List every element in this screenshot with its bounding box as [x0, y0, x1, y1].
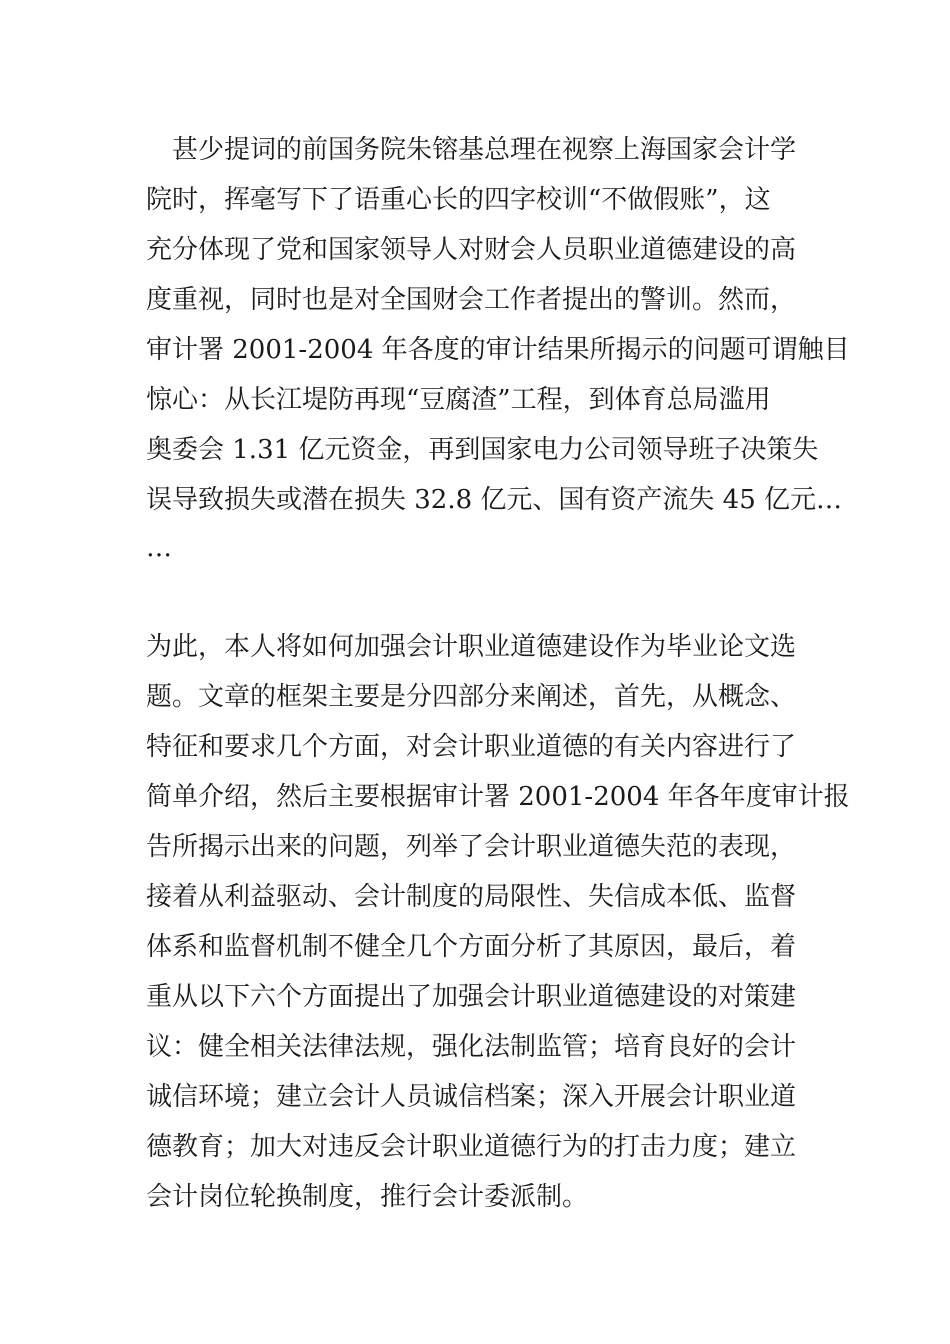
paragraph-line: 议：健全相关法律法规，强化法制监管；培育良好的会计 [146, 1032, 797, 1062]
paragraph-line: 院时，挥毫写下了语重心长的四字校训“不做假账”，这 [146, 185, 771, 215]
paragraph-line: 会计岗位轮换制度，推行会计委派制。 [146, 1182, 589, 1212]
paragraph-line: 告所揭示出来的问题，列举了会计职业道德失范的表现， [146, 832, 797, 862]
paragraph-line: 充分体现了党和国家领导人对财会人员职业道德建设的高 [146, 235, 797, 265]
paragraph-line: 诚信环境；建立会计人员诚信档案；深入开展会计职业道 [146, 1082, 797, 1112]
paragraph-line: 题。文章的框架主要是分四部分来阐述，首先，从概念、 [146, 682, 797, 712]
paragraph-line: 为此，本人将如何加强会计职业道德建设作为毕业论文选 [146, 632, 797, 662]
paragraph-line: 误导致损失或潜在损失 32.8 亿元、国有资产流失 45 亿元… [146, 485, 843, 515]
paragraph-line: 审计署 2001-2004 年各度的审计结果所揭示的问题可谓触目 [146, 335, 850, 365]
paragraph-line: 重从以下六个方面提出了加强会计职业道德建设的对策建 [146, 982, 797, 1012]
paragraph-line: 甚少提词的前国务院朱镕基总理在视察上海国家会计学 [172, 135, 797, 165]
paragraph-line: 度重视，同时也是对全国财会工作者提出的警训。然而， [146, 285, 797, 315]
paragraph-line: 奥委会 1.31 亿元资金，再到国家电力公司领导班子决策失 [146, 435, 819, 465]
paragraph-line: … [146, 533, 172, 563]
paragraph-line: 简单介绍，然后主要根据审计署 2001-2004 年各年度审计报 [146, 782, 850, 812]
paragraph-line: 体系和监督机制不健全几个方面分析了其原因，最后，着 [146, 932, 797, 962]
paragraph-line: 特征和要求几个方面，对会计职业道德的有关内容进行了 [146, 732, 797, 762]
paragraph-line: 接着从利益驱动、会计制度的局限性、失信成本低、监督 [146, 882, 797, 912]
paragraph-line: 德教育；加大对违反会计职业道德行为的打击力度；建立 [146, 1132, 797, 1162]
paragraph-line: 惊心：从长江堤防再现“豆腐渣”工程，到体育总局滥用 [146, 385, 771, 415]
